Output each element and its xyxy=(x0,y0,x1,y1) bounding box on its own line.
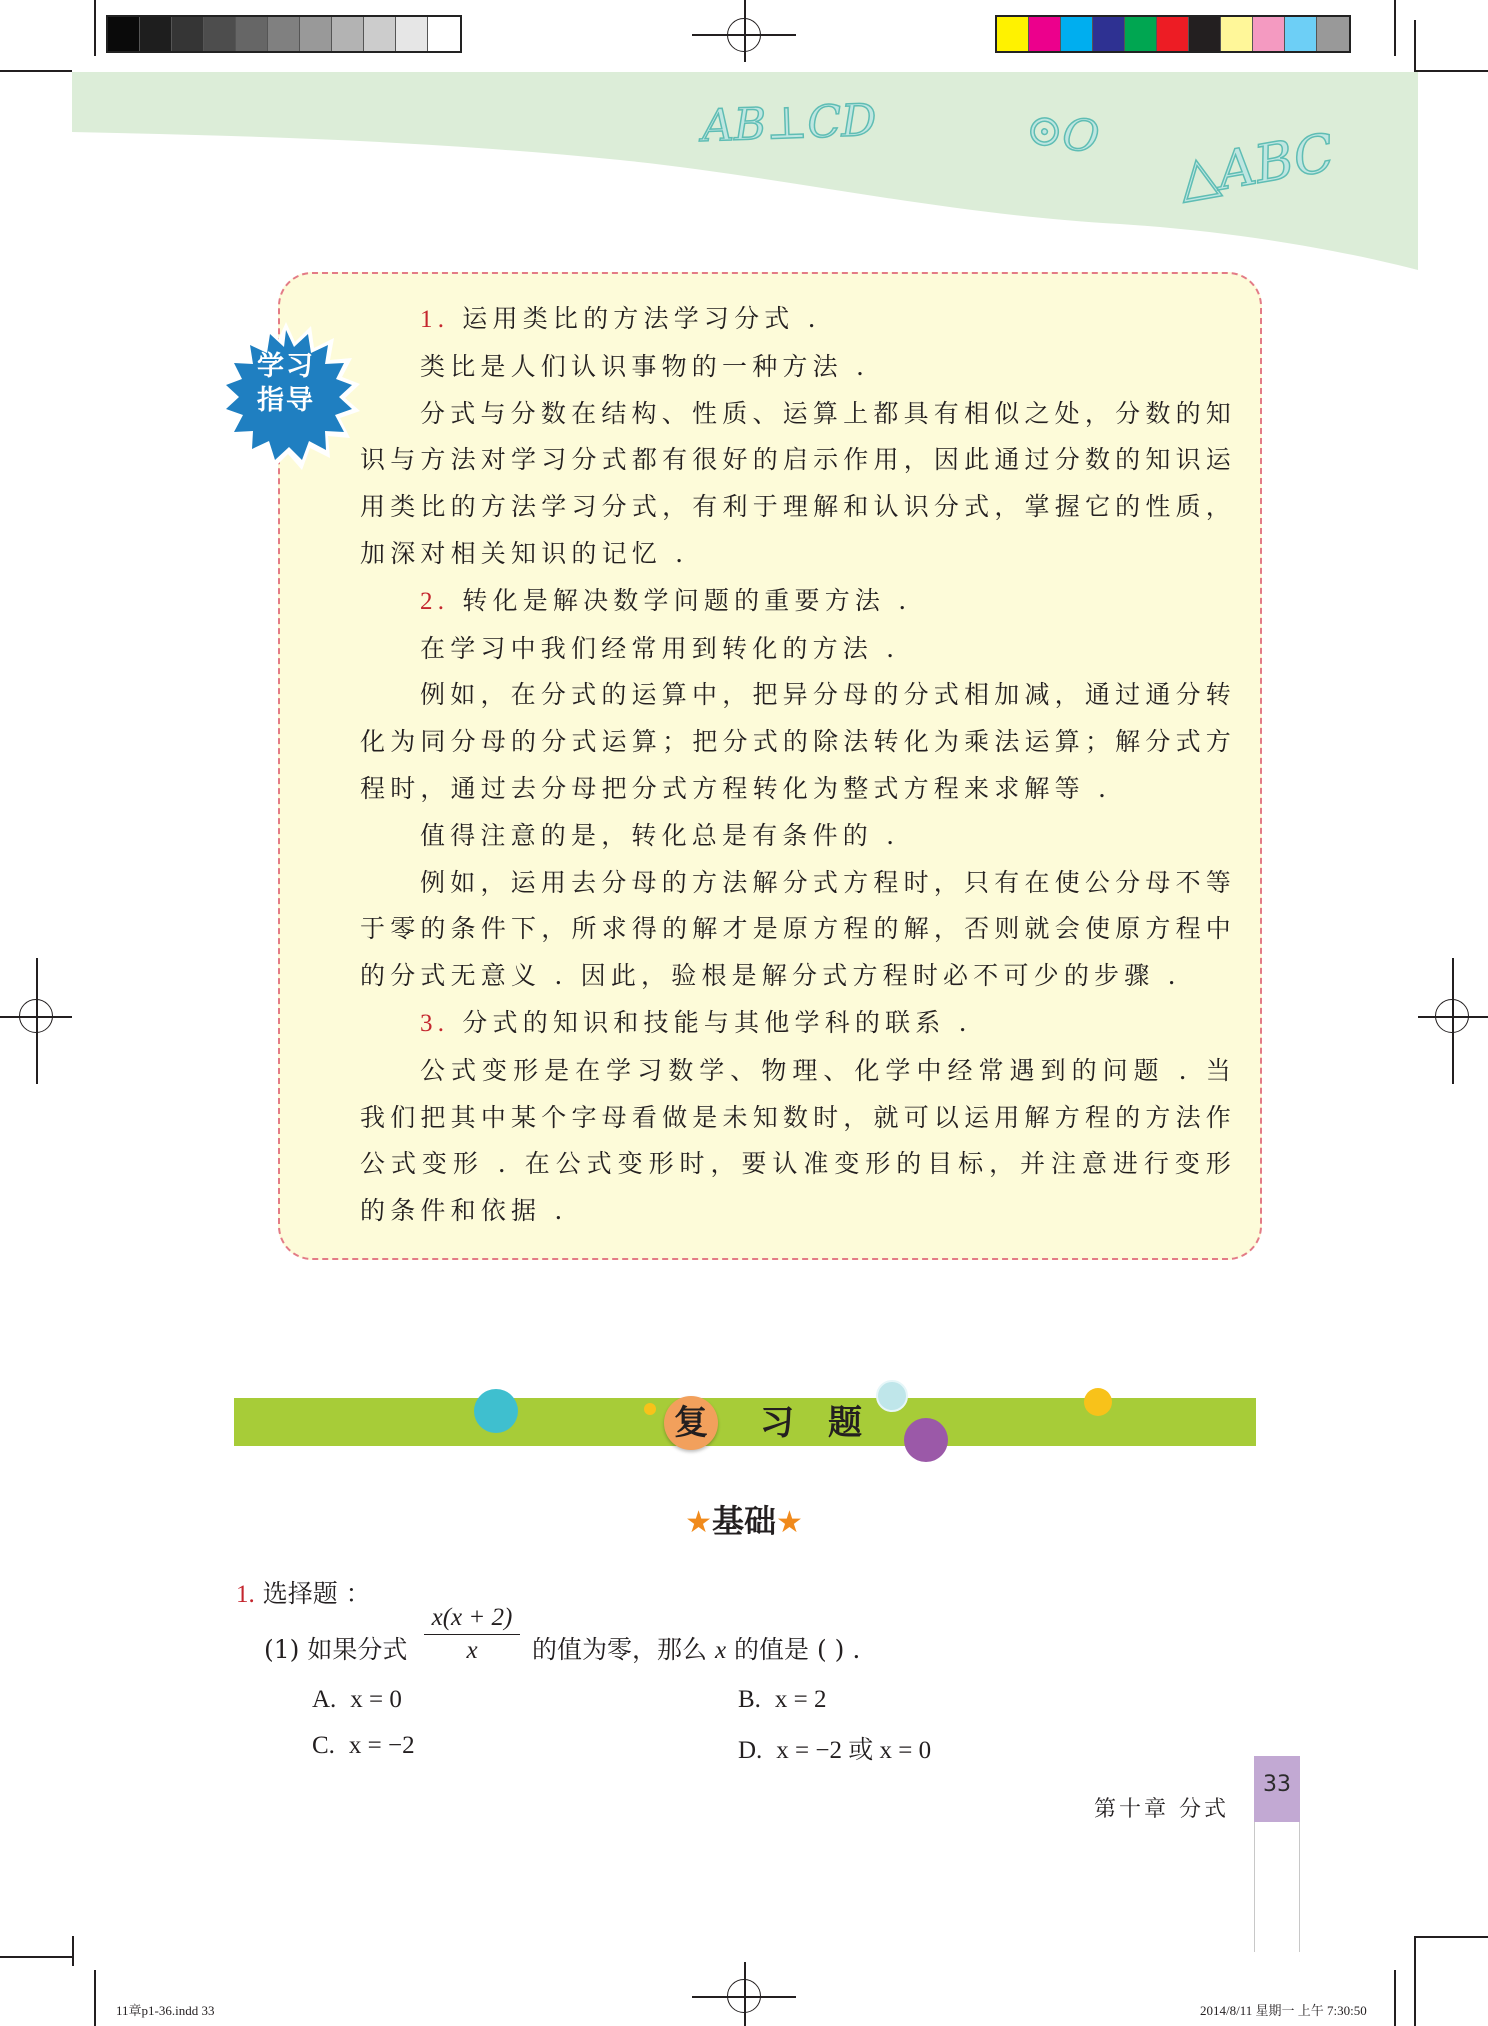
header-decoration-triangle: △ABC xyxy=(1173,122,1339,210)
study-guide-badge-label xyxy=(212,350,360,418)
review-title-char: 题 xyxy=(828,1403,862,1443)
option-label: B. xyxy=(738,1686,761,1713)
star-icon: ★ xyxy=(776,1505,803,1540)
fraction-expression xyxy=(424,1604,520,1665)
guide-paragraph: 公式变形是在学习数学、物理、化学中经常遇到的问题 . 当我们把其中某个字母看做是未知数时，就可以运用解方程的方法作公式变形 . 在公式变形时，要认准变形的目标，并注意进行变形的条件和依据 . xyxy=(360,1055,1236,1226)
guide-section-3-heading xyxy=(360,1000,1236,1048)
badge-line-2: 指导 xyxy=(257,385,315,416)
level-heading-basic xyxy=(660,1496,828,1542)
question-1-heading xyxy=(236,1574,371,1610)
guide-paragraph: 例如，运用去分母的方法解分式方程时，只有在使公分母不等于零的条件下，所求得的解才是原方程的解，否则就会使原方程中的分式无意义 . 因此，验根是解分式方程时必不可少的步骤 . xyxy=(360,867,1236,991)
decorative-dot-purple xyxy=(904,1418,948,1462)
section-title: 运用类比的方法学习分式 . xyxy=(449,304,821,333)
option-b xyxy=(738,1684,827,1714)
option-a xyxy=(312,1684,402,1714)
chapter-footer: 第十章 分式 xyxy=(1094,1797,1229,1822)
guide-paragraph: 在学习中我们经常用到转化的方法 . xyxy=(420,633,900,663)
sub-question-text-a: 的值为零，那么 xyxy=(532,1635,708,1664)
star-icon: ★ xyxy=(685,1505,712,1540)
decorative-dot-yellow xyxy=(1084,1388,1112,1416)
review-title xyxy=(674,1398,894,1446)
section-number: 1. xyxy=(420,306,450,333)
level-label: 基础 xyxy=(711,1502,776,1540)
guide-paragraph: 值得注意的是，转化总是有条件的 . xyxy=(420,820,900,850)
fraction-numerator: x(x + 2) xyxy=(424,1604,520,1635)
study-guide-text xyxy=(360,296,1236,1235)
section-title: 分式的知识和技能与其他学科的联系 . xyxy=(449,1007,972,1037)
section-number: 2. xyxy=(420,587,450,615)
sub-question-text xyxy=(532,1630,860,1666)
sub-question-label: (1) 如果分式 xyxy=(264,1635,408,1664)
decorative-dot-yellow-small xyxy=(644,1403,656,1415)
question-title: 选择题 ： xyxy=(254,1579,371,1608)
guide-paragraph: 例如，在分式的运算中，把异分母的分式相加减，通过通分转化为同分母的分式运算；把分式的除法转化为乘法运算；解分式方程时，通过去分母把分式方程转化为整式方程来求解等 . xyxy=(360,680,1236,803)
option-expression: x = 0 xyxy=(350,1686,402,1713)
header-decoration-circle: ⊙O xyxy=(1022,103,1103,164)
decorative-dot-cyan xyxy=(474,1389,518,1433)
guide-paragraph: 类比是人们认识事物的一种方法 . xyxy=(420,351,870,381)
option-d xyxy=(738,1730,931,1766)
guide-paragraph: 分式与分数在结构、性质、运算上都具有相似之处，分数的知识与方法对学习分式都有很好的启示作用，因此通过分数的知识运用类比的方法学习分式，有利于理解和认识分式，掌握它的性质，加深对相关知识的记忆 . xyxy=(360,398,1236,568)
option-c xyxy=(312,1730,415,1760)
section-title: 转化是解决数学问题的重要方法 . xyxy=(449,585,912,615)
question-number: 1. xyxy=(236,1581,255,1608)
guide-section-1-heading xyxy=(360,296,1236,344)
sub-question-text-b: 的值是 ( ) . xyxy=(734,1635,861,1664)
review-title-char: 习 xyxy=(760,1403,794,1443)
option-label: C. xyxy=(312,1732,335,1759)
review-title-char: 复 xyxy=(674,1403,708,1443)
option-label: A. xyxy=(312,1686,337,1713)
sub-question-variable: x xyxy=(714,1637,727,1664)
slug-file-info: 11章p1-36.indd 33 xyxy=(116,2003,215,2018)
slug-timestamp: 2014/8/11 星期一 上午 7:30:50 xyxy=(1200,2003,1367,2018)
option-label: D. xyxy=(738,1737,763,1764)
option-expression: x = 2 xyxy=(774,1686,827,1713)
section-number: 3. xyxy=(420,1009,450,1037)
option-expression: x = −2 xyxy=(348,1732,415,1759)
header-decoration-perpendicular: AB⊥CD xyxy=(701,94,878,153)
guide-section-2-heading xyxy=(360,578,1236,626)
page-number: 33 xyxy=(1263,1772,1291,1797)
option-expression: x = −2 或 x = 0 xyxy=(776,1737,932,1764)
fraction-denominator: x xyxy=(466,1637,478,1664)
badge-line-1: 学习 xyxy=(257,351,315,382)
page-tab-rule xyxy=(1254,1822,1300,1952)
